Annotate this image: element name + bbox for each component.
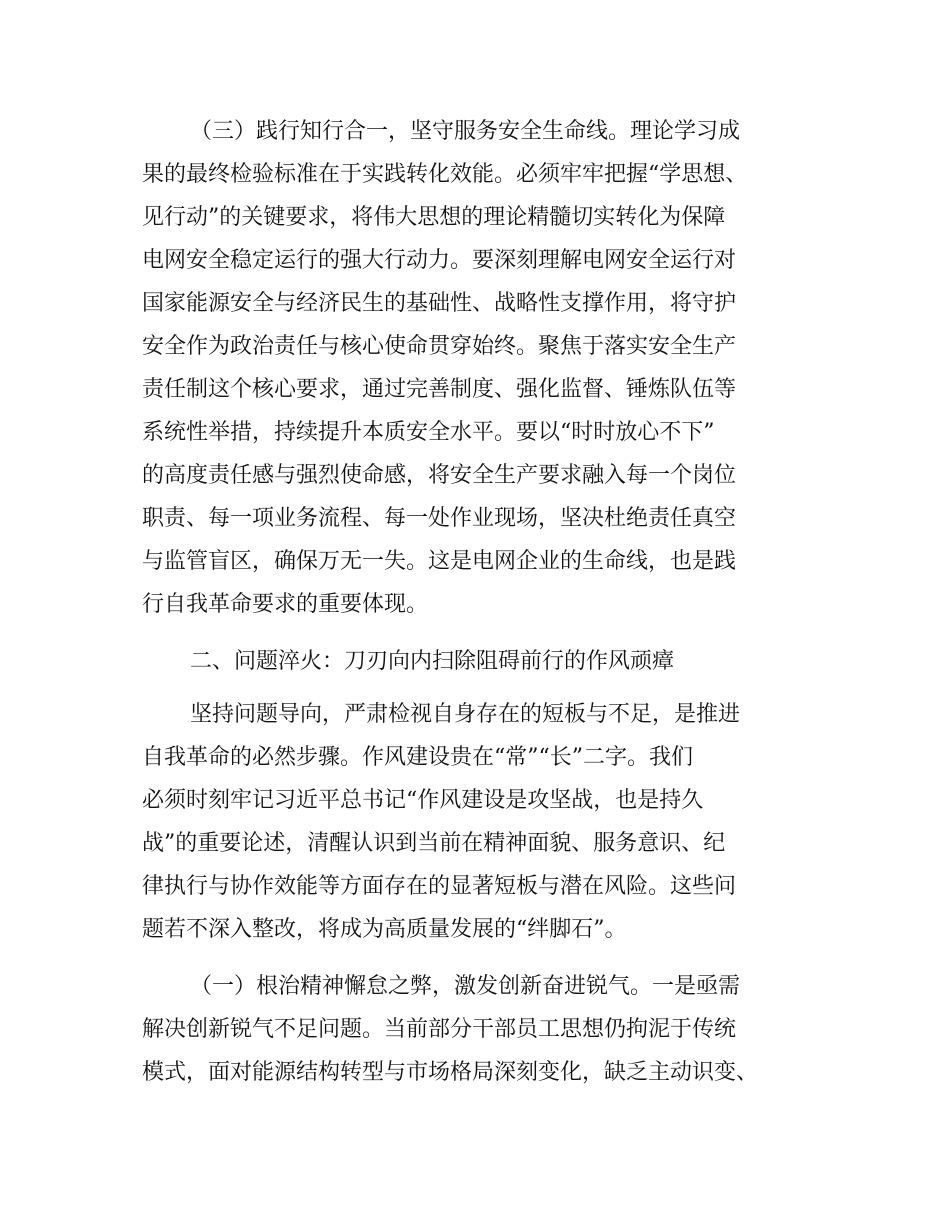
paragraph-line: 安全作为政治责任与核心使命贯穿始终。聚焦于落实安全生产: [142, 334, 737, 359]
paragraph-line: 必须时刻牢记习近平总书记“作风建设是攻坚战，也是持久: [142, 788, 704, 813]
heading-line: 二、问题淬火：刀刃向内扫除阻碍前行的作风顽瘴: [190, 649, 675, 674]
section-heading: [142, 640, 818, 683]
paragraph-line: 责任制这个核心要求，通过完善制度、强化监督、锤炼队伍等: [142, 377, 737, 402]
paragraph-line: 自我革命的必然步骤。作风建设贵在“常”“长”二字。我们: [142, 745, 693, 770]
paragraph-line: 题若不深入整改，将成为高质量发展的“绊脚石”。: [142, 917, 627, 942]
paragraph-line: （三）践行知行合一，坚守服务安全生命线。理论学习成: [190, 119, 741, 144]
paragraph-line: 律执行与协作效能等方面存在的显著短板与潜在风险。这些问: [142, 874, 737, 899]
paragraph-safety-lifeline: [142, 110, 818, 626]
paragraph-line: 果的最终检验标准在于实践转化效能。必须牢牢把握“学思想、: [142, 162, 748, 187]
paragraph-line: 解决创新锐气不足问题。当前部分干部员工思想仍拘泥于传统: [142, 1017, 737, 1042]
paragraph-line: 国家能源安全与经济民生的基础性、战略性支撑作用，将守护: [142, 291, 737, 316]
paragraph-line: 坚持问题导向，严肃检视自身存在的短板与不足，是推进: [190, 702, 741, 727]
paragraph-line: 电网安全稳定运行的强大行动力。要深刻理解电网安全运行对: [142, 248, 737, 273]
paragraph-line: 行自我革命要求的重要体现。: [142, 592, 429, 617]
paragraph-line: 系统性举措，持续提升本质安全水平。要以“时时放心不下”: [142, 420, 715, 445]
paragraph-line: 战”的重要论述，清醒认识到当前在精神面貌、服务意识、纪: [142, 831, 726, 856]
paragraph-problem-orientation: [142, 693, 818, 951]
paragraph-line: 与监管盲区，确保万无一失。这是电网企业的生命线，也是践: [142, 549, 737, 574]
paragraph-spirit-innovation: [142, 965, 818, 1094]
paragraph-line: 职责、每一项业务流程、每一处作业现场，坚决杜绝责任真空: [142, 506, 737, 531]
paragraph-line: 的高度责任感与强烈使命感，将安全生产要求融入每一个岗位: [142, 463, 737, 488]
paragraph-line: （一）根治精神懈怠之弊，激发创新奋进锐气。一是亟需: [190, 974, 741, 999]
document-body: [142, 110, 818, 1094]
paragraph-line: 见行动”的关键要求，将伟大思想的理论精髓切实转化为保障: [142, 205, 726, 230]
paragraph-line: 模式，面对能源结构转型与市场格局深刻变化，缺乏主动识变、: [142, 1060, 759, 1085]
